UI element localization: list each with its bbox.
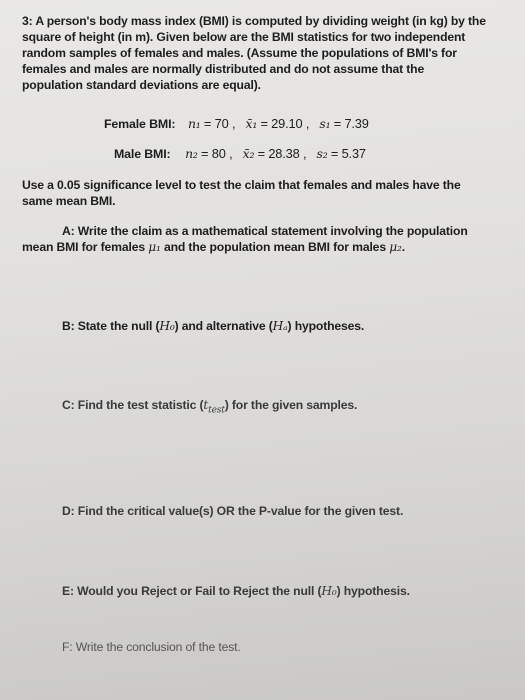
- male-label: Male BMI:: [114, 147, 171, 161]
- intro-line-2: square of height (in m). Given below are the BMI statistics for two independent: [22, 30, 466, 44]
- h0-symbol: H₀: [159, 319, 175, 333]
- question-c-text-1: C: Find the test statistic (: [62, 398, 204, 412]
- female-label: Female BMI:: [104, 117, 176, 131]
- question-a-line-2: [22, 240, 405, 254]
- question-a-text-3: .: [401, 240, 405, 254]
- female-sd-value: 7.39: [344, 116, 369, 131]
- question-e: [62, 584, 410, 598]
- male-mean-symbol: x̄₂: [242, 146, 255, 161]
- intro-line-5: population standard deviations are equal).: [22, 78, 261, 92]
- question-c-text-2: ) for the given samples.: [224, 398, 358, 412]
- male-mean-value: 28.38: [268, 146, 300, 161]
- intro-line-4: females and males are normally distributed and do not assume that the: [22, 62, 425, 76]
- question-b-text-3: ) hypotheses.: [287, 319, 365, 333]
- mu2-symbol: μ₂: [389, 240, 402, 254]
- male-n-symbol: n₂: [185, 146, 198, 161]
- female-mean-symbol: x̄₁: [245, 116, 258, 131]
- question-a-text-2: and the population mean BMI for males: [160, 240, 390, 254]
- question-d: D: Find the critical value(s) OR the P-value for the given test.: [62, 504, 404, 518]
- question-b: [62, 319, 364, 333]
- intro-line-3: random samples of females and males. (Assume the populations of BMI's for: [22, 46, 457, 60]
- intro-line-1: 3: A person's body mass index (BMI) is computed by dividing weight (in kg) by the: [22, 14, 486, 28]
- question-c: [62, 398, 357, 415]
- male-sd-value: 5.37: [341, 146, 366, 161]
- female-n-symbol: n₁: [187, 116, 201, 131]
- question-b-text-2: ) and alternative (: [174, 319, 273, 333]
- male-n-value: 80: [211, 146, 226, 161]
- question-a-text-1: mean BMI for females: [22, 240, 149, 254]
- question-f: F: Write the conclusion of the test.: [62, 640, 241, 654]
- question-a-line-1: A: Write the claim as a mathematical statement involving the population: [62, 224, 468, 238]
- claim-line-2: same mean BMI.: [22, 194, 116, 208]
- male-sd-symbol: s₂: [316, 146, 328, 161]
- h0-symbol-e: H₀: [321, 584, 337, 598]
- question-e-text-2: ) hypothesis.: [336, 584, 410, 598]
- female-n-value: 70: [214, 116, 229, 131]
- male-stats: Male BMI: n₂ = 80 , x̄₂ = 28.38 , s₂ = 5.37: [114, 146, 366, 161]
- t-test-symbol: t: [203, 398, 209, 412]
- female-stats: Female BMI: n₁ = 70 , x̄₁ = 29.10 , s₁ = 7.39: [104, 116, 369, 131]
- t-test-subscript: test: [208, 405, 225, 416]
- mu1-symbol: μ₁: [148, 240, 161, 254]
- question-b-text-1: B: State the null (: [62, 319, 160, 333]
- female-sd-symbol: s₁: [319, 116, 331, 131]
- claim-line-1: Use a 0.05 significance level to test the claim that females and males have the: [22, 178, 461, 192]
- female-mean-value: 29.10: [271, 116, 303, 131]
- ha-symbol: Hₐ: [272, 319, 288, 333]
- question-e-text-1: E: Would you Reject or Fail to Reject the null (: [62, 584, 322, 598]
